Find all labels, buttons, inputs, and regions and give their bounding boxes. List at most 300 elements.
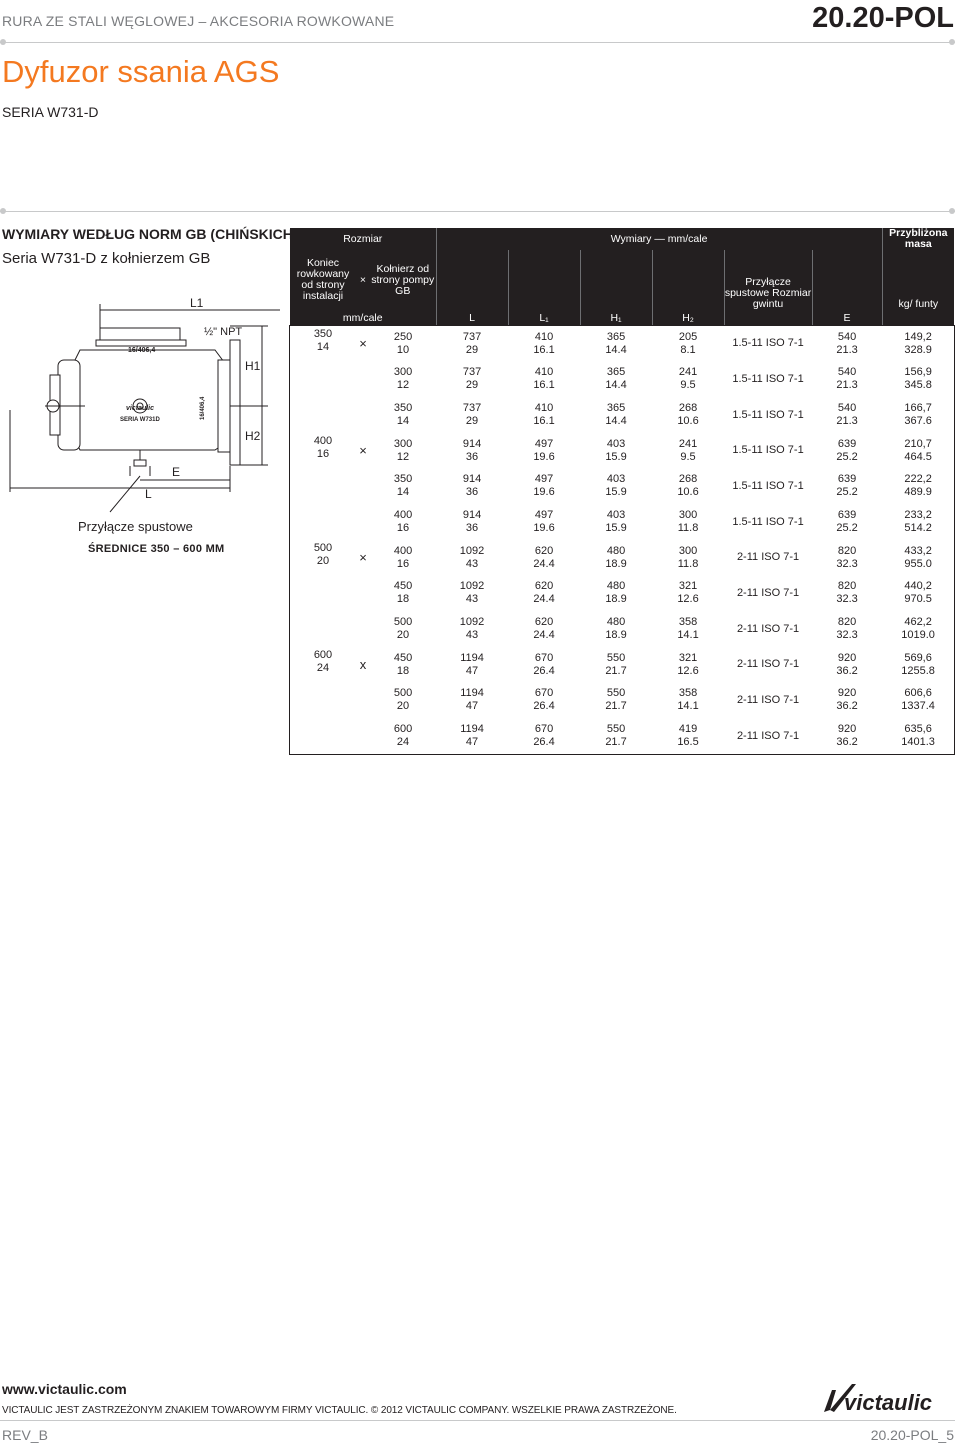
dim-h2	[652, 504, 724, 540]
grooved-size-value: 600	[313, 648, 333, 661]
right-flange	[230, 340, 240, 465]
header-l1: L₁	[508, 310, 580, 326]
dim-l1-value: 19.6	[533, 450, 555, 463]
dim-l1	[508, 397, 580, 433]
label-l1: L1	[190, 296, 204, 310]
dim-l1-value: 497	[534, 437, 554, 450]
dim-e-value: 540	[837, 366, 857, 379]
mass-value: 367.6	[904, 415, 932, 428]
flange-size-value: 400	[393, 544, 413, 557]
flange-size-value: 400	[393, 509, 413, 522]
dim-e-value: 21.3	[836, 415, 858, 428]
dim-h1-value: 403	[606, 473, 626, 486]
dim-e-value: 639	[837, 437, 857, 450]
dim-l	[436, 540, 508, 576]
dim-h1	[580, 504, 652, 540]
dim-l-value: 1194	[460, 687, 484, 700]
header-l: L	[436, 310, 508, 326]
table-row	[290, 469, 954, 505]
divider-dot	[949, 39, 955, 45]
dim-h1-value: 550	[606, 651, 626, 664]
dim-l	[436, 647, 508, 683]
dim-l-value: 43	[465, 557, 479, 570]
dim-e-value: 36.2	[836, 736, 858, 749]
flange-size-value: 450	[393, 651, 413, 664]
empty-cell	[356, 683, 370, 719]
dim-h2-value: 8.1	[680, 343, 696, 356]
flange-size-value: 500	[393, 616, 413, 629]
mark-series: SERIA W731D	[120, 417, 160, 423]
mass-value: 166,7	[904, 402, 932, 415]
mass	[882, 397, 954, 433]
drain-thread-value: 2-11 ISO 7-1	[736, 658, 800, 671]
dim-h1-value: 14.4	[605, 343, 627, 356]
empty-cell	[290, 397, 356, 433]
revision-label: REV_B	[2, 1427, 48, 1443]
dim-e-value: 920	[837, 687, 857, 700]
dim-h1	[580, 433, 652, 469]
dim-h2	[652, 433, 724, 469]
mass-value: 464.5	[904, 450, 932, 463]
drain-thread-value: 1.5-11 ISO 7-1	[732, 444, 804, 457]
dim-e-value: 21.3	[836, 343, 858, 356]
dim-e-value: 32.3	[836, 557, 858, 570]
dim-h2-value: 300	[678, 544, 698, 557]
dim-l-value: 29	[465, 415, 479, 428]
dim-l1-value: 410	[534, 402, 554, 415]
flange-size-value: 600	[393, 723, 413, 736]
header-mass: Przybliżona masa	[882, 228, 954, 250]
dim-e-value: 21.3	[836, 379, 858, 392]
drain-thread-value: 1.5-11 ISO 7-1	[732, 515, 804, 528]
dim-e-value: 32.3	[836, 593, 858, 606]
dim-h2	[652, 576, 724, 612]
dim-l1-value: 620	[534, 616, 554, 629]
drain-thread	[724, 504, 812, 540]
dim-h1-value: 21.7	[605, 736, 627, 749]
mark-side: 16/406,4	[200, 396, 206, 420]
dim-h1	[580, 362, 652, 398]
mass-value: 233,2	[904, 509, 932, 522]
dim-l	[436, 611, 508, 647]
dim-l-value: 47	[465, 700, 479, 713]
flange-size-value: 12	[396, 450, 410, 463]
mass	[882, 540, 954, 576]
dim-l1	[508, 576, 580, 612]
grooved-size-value: 16	[316, 447, 330, 460]
dim-h2-value: 11.8	[677, 522, 699, 535]
grooved-size-value: 24	[316, 661, 330, 674]
section-subtitle: Seria W731-D z kołnierzem GB	[2, 250, 211, 267]
table-row	[290, 504, 954, 540]
dim-h1-value: 550	[606, 723, 626, 736]
dim-h2-value: 11.8	[677, 557, 699, 570]
times-sign: ×	[359, 443, 367, 459]
dim-l	[436, 504, 508, 540]
logo-text: victaulic	[844, 1390, 933, 1415]
times-sign: x	[359, 657, 367, 673]
dim-h2-value: 12.6	[677, 664, 699, 677]
flange-size-value: 16	[396, 557, 410, 570]
mass-value: 440,2	[904, 580, 932, 593]
header-dimensions: Wymiary — mm/cale	[436, 228, 882, 250]
mass-value: 569,6	[904, 651, 932, 664]
flange-size-value: 18	[396, 664, 410, 677]
drain-thread-value: 1.5-11 ISO 7-1	[732, 372, 804, 385]
dim-l	[436, 683, 508, 719]
drain-thread-value: 2-11 ISO 7-1	[736, 729, 800, 742]
dim-l-value: 737	[462, 402, 482, 415]
footer-divider	[0, 1420, 955, 1421]
dim-h1-value: 14.4	[605, 379, 627, 392]
dim-l-value: 1194	[460, 651, 484, 664]
dim-e-value: 820	[837, 616, 857, 629]
header-mass-unit: kg/ funty	[882, 250, 954, 310]
dim-h1-value: 403	[606, 509, 626, 522]
dim-h2-value: 12.6	[677, 593, 699, 606]
drain-thread	[724, 469, 812, 505]
dim-e-value: 36.2	[836, 700, 858, 713]
dim-h2-value: 358	[678, 687, 698, 700]
dim-l1-value: 16.1	[533, 343, 555, 356]
dim-h1-value: 18.9	[605, 557, 627, 570]
dim-l-value: 737	[462, 366, 482, 379]
dim-h2-value: 205	[678, 330, 698, 343]
dim-l1	[508, 469, 580, 505]
dim-h2-value: 300	[678, 509, 698, 522]
dim-l-value: 1092	[459, 580, 485, 593]
flange-size	[370, 683, 436, 719]
dim-l1-value: 16.1	[533, 415, 555, 428]
mass-value: 210,7	[904, 437, 932, 450]
flange-size	[370, 362, 436, 398]
dim-h2	[652, 611, 724, 647]
left-coupling	[58, 360, 80, 450]
dim-h2-value: 14.1	[677, 700, 699, 713]
empty-cell	[356, 362, 370, 398]
table-row	[290, 433, 954, 469]
label-h2: H2	[245, 429, 261, 443]
dim-h1-value: 550	[606, 687, 626, 700]
dim-l1-value: 19.6	[533, 486, 555, 499]
dim-e-value: 820	[837, 544, 857, 557]
dim-h2	[652, 683, 724, 719]
dim-l1	[508, 540, 580, 576]
flange-size-value: 450	[393, 580, 413, 593]
dim-l1-value: 620	[534, 580, 554, 593]
dim-h1	[580, 683, 652, 719]
dim-h2-value: 358	[678, 616, 698, 629]
dim-l1	[508, 718, 580, 754]
table-row	[290, 718, 954, 754]
dim-e	[812, 718, 882, 754]
empty-cell	[356, 397, 370, 433]
brand-mark: victaulic	[126, 405, 155, 412]
grooved-size-value: 500	[313, 541, 333, 554]
dim-l-value: 1092	[459, 616, 485, 629]
header-drain: Przyłącze spustowe Rozmiar gwintu	[724, 250, 812, 310]
dim-h1	[580, 611, 652, 647]
dim-h1-value: 403	[606, 437, 626, 450]
dim-l1-value: 670	[534, 651, 554, 664]
dim-e	[812, 433, 882, 469]
flange-size	[370, 469, 436, 505]
empty-cell	[356, 576, 370, 612]
dim-e-value: 540	[837, 402, 857, 415]
dim-l-value: 29	[465, 343, 479, 356]
flange-size	[370, 504, 436, 540]
dim-h2	[652, 718, 724, 754]
dim-h1-value: 18.9	[605, 593, 627, 606]
drain-thread	[724, 576, 812, 612]
dim-l-value: 914	[462, 437, 482, 450]
dim-l-value: 43	[465, 593, 479, 606]
table-row	[290, 326, 954, 362]
mark-top: 16/406,4	[128, 347, 156, 354]
table-body	[290, 326, 954, 754]
mass-value: 345.8	[904, 379, 932, 392]
divider-dot	[949, 208, 955, 214]
dim-e-value: 920	[837, 651, 857, 664]
grooved-size	[290, 647, 356, 683]
dim-l1	[508, 611, 580, 647]
mass-value: 156,9	[904, 366, 932, 379]
empty-cell	[290, 469, 356, 505]
mass	[882, 718, 954, 754]
flange-size-value: 20	[396, 629, 410, 642]
dim-h2	[652, 540, 724, 576]
dim-l1-value: 410	[534, 366, 554, 379]
empty-cell	[290, 362, 356, 398]
drain-thread-value: 2-11 ISO 7-1	[736, 586, 800, 599]
table-row	[290, 683, 954, 719]
dim-l1	[508, 433, 580, 469]
dim-l1-value: 670	[534, 723, 554, 736]
dim-h1-value: 21.7	[605, 664, 627, 677]
dim-h1-value: 480	[606, 580, 626, 593]
dim-e	[812, 397, 882, 433]
flange-size	[370, 397, 436, 433]
mass-value: 970.5	[904, 593, 932, 606]
flange-size	[370, 540, 436, 576]
mass-value: 955.0	[904, 557, 932, 570]
document-code: 20.20-POL	[812, 2, 954, 34]
times-sign: ×	[359, 550, 367, 566]
grooved-size-value: 14	[316, 341, 330, 353]
section-title: WYMIARY WEDŁUG NORM GB (CHIŃSKICH)	[2, 226, 298, 242]
dim-l-value: 47	[465, 664, 479, 677]
empty-cell	[356, 504, 370, 540]
dim-l	[436, 326, 508, 362]
dim-h1-value: 14.4	[605, 415, 627, 428]
flange-size-value: 24	[396, 736, 410, 749]
flange-size-value: 18	[396, 593, 410, 606]
label-l: L	[145, 487, 152, 501]
diameter-range-label: ŚREDNICE 350 – 600 MM	[88, 543, 225, 555]
dim-e	[812, 611, 882, 647]
dim-l1	[508, 326, 580, 362]
dim-l1-value: 26.4	[533, 736, 555, 749]
dim-h2-value: 14.1	[677, 629, 699, 642]
dim-e	[812, 683, 882, 719]
dim-l1	[508, 504, 580, 540]
drain-thread	[724, 362, 812, 398]
times-sign: ×	[359, 336, 367, 352]
drain-thread-value: 1.5-11 ISO 7-1	[732, 479, 804, 492]
header-units: mm/cale	[342, 311, 383, 324]
dim-l-value: 43	[465, 629, 479, 642]
dim-h2-value: 321	[678, 580, 698, 593]
dim-h1	[580, 397, 652, 433]
mass-value: 149,2	[904, 330, 932, 343]
dim-l-value: 47	[465, 736, 479, 749]
dim-h2-value: 268	[678, 402, 698, 415]
divider-dot	[0, 39, 6, 45]
dim-h1-value: 15.9	[605, 486, 627, 499]
drain-thread	[724, 433, 812, 469]
dim-h2	[652, 362, 724, 398]
dim-e	[812, 362, 882, 398]
empty-cell	[356, 469, 370, 505]
header-h2: H₂	[652, 310, 724, 326]
dim-h2	[652, 397, 724, 433]
dim-h1-value: 15.9	[605, 522, 627, 535]
flange-size	[370, 576, 436, 612]
drain-thread	[724, 683, 812, 719]
website-link[interactable]: www.victaulic.com	[2, 1381, 127, 1397]
dim-h1-value: 18.9	[605, 629, 627, 642]
mass-value: 222,2	[904, 473, 932, 486]
empty-cell	[290, 683, 356, 719]
dim-l1-value: 670	[534, 687, 554, 700]
mass	[882, 326, 954, 362]
dim-l1-value: 497	[534, 509, 554, 522]
dim-h2-value: 10.6	[677, 415, 699, 428]
header-grooved-end: Koniec rowkowany od strony instalacji	[296, 257, 350, 302]
flange-size-value: 14	[396, 486, 410, 499]
mass-value: 1019.0	[901, 629, 935, 642]
dim-h2-value: 268	[678, 473, 698, 486]
dim-h2-value: 10.6	[677, 486, 699, 499]
legal-notice: VICTAULIC JEST ZASTRZEŻONYM ZNAKIEM TOWAROWYM FIRMY VICTAULIC. © 2012 VICTAULIC COMPANY. WSZELKIE PRAWA ZASTRZEŻONE.	[2, 1405, 677, 1416]
mass	[882, 504, 954, 540]
mass-value: 462,2	[904, 616, 932, 629]
mass-value: 514.2	[904, 522, 932, 535]
dim-e-value: 25.2	[836, 486, 858, 499]
dim-l-value: 737	[462, 330, 482, 343]
header-size: Rozmiar	[343, 232, 383, 245]
dim-h1	[580, 540, 652, 576]
table-row	[290, 397, 954, 433]
dim-h2-value: 321	[678, 651, 698, 664]
dim-h2-value: 9.5	[680, 379, 696, 392]
dim-l1-value: 19.6	[533, 522, 555, 535]
flange-size-value: 350	[393, 402, 413, 415]
divider-dot	[0, 208, 6, 214]
dim-h2-value: 16.5	[677, 736, 699, 749]
table-row	[290, 540, 954, 576]
dim-e-value: 820	[837, 580, 857, 593]
label-npt: ½" NPT	[204, 326, 243, 338]
empty-cell	[356, 611, 370, 647]
body-outline	[70, 350, 230, 450]
dim-h2	[652, 469, 724, 505]
header-flange: Kołnierz od strony pompy GB	[371, 262, 435, 297]
page-number: 20.20-POL_5	[870, 1427, 954, 1443]
flange-size-value: 16	[396, 522, 410, 535]
label-h1: H1	[245, 359, 261, 373]
dim-h2-value: 419	[678, 723, 698, 736]
mass-value: 1337.4	[901, 700, 935, 713]
drain-thread	[724, 718, 812, 754]
dim-l	[436, 718, 508, 754]
dim-e	[812, 576, 882, 612]
dim-e-value: 540	[837, 330, 857, 343]
dim-l1	[508, 362, 580, 398]
dim-e-value: 25.2	[836, 450, 858, 463]
dim-l1	[508, 647, 580, 683]
flange-size-value: 500	[393, 687, 413, 700]
flange-size-value: 12	[396, 379, 410, 392]
dim-h1-value: 480	[606, 616, 626, 629]
dim-l-value: 914	[462, 473, 482, 486]
mass	[882, 683, 954, 719]
drain-thread	[724, 397, 812, 433]
grooved-size	[290, 433, 356, 469]
flange-size-value: 300	[393, 366, 413, 379]
flange-size-value: 10	[396, 343, 410, 356]
dim-l-value: 36	[465, 486, 479, 499]
dim-e-value: 639	[837, 509, 857, 522]
dim-l-value: 36	[465, 522, 479, 535]
dim-e-value: 36.2	[836, 664, 858, 677]
dim-h1-value: 365	[606, 402, 626, 415]
dim-l-value: 36	[465, 450, 479, 463]
victaulic-logo	[822, 1382, 957, 1418]
dim-l	[436, 469, 508, 505]
drain-thread	[724, 611, 812, 647]
dim-h2-value: 9.5	[680, 450, 696, 463]
header-h1: H₁	[580, 310, 652, 326]
dim-l	[436, 433, 508, 469]
flange-size-value: 20	[396, 700, 410, 713]
dim-l-value: 1194	[460, 723, 484, 736]
header-x: ×	[359, 273, 367, 286]
dim-h2	[652, 326, 724, 362]
dim-e	[812, 647, 882, 683]
grooved-size-value: 20	[316, 554, 330, 567]
dim-l1-value: 620	[534, 544, 554, 557]
dim-l	[436, 576, 508, 612]
grooved-size	[290, 326, 356, 362]
section-divider	[0, 211, 955, 212]
dim-h1-value: 15.9	[605, 450, 627, 463]
dim-h1	[580, 326, 652, 362]
dim-l1	[508, 683, 580, 719]
mass	[882, 611, 954, 647]
mass	[882, 433, 954, 469]
dim-l1-value: 24.4	[533, 557, 555, 570]
dim-l	[436, 362, 508, 398]
dim-e-value: 920	[837, 723, 857, 736]
dim-h2-value: 241	[678, 437, 698, 450]
category-label: RURA ZE STALI WĘGLOWEJ – AKCESORIA ROWKOWANE	[2, 13, 395, 29]
dim-l1-value: 410	[534, 330, 554, 343]
drain-thread-value: 2-11 ISO 7-1	[736, 622, 800, 635]
page-title: Dyfuzor ssania AGS	[2, 54, 280, 89]
dim-h1	[580, 576, 652, 612]
mass-value: 606,6	[904, 687, 932, 700]
